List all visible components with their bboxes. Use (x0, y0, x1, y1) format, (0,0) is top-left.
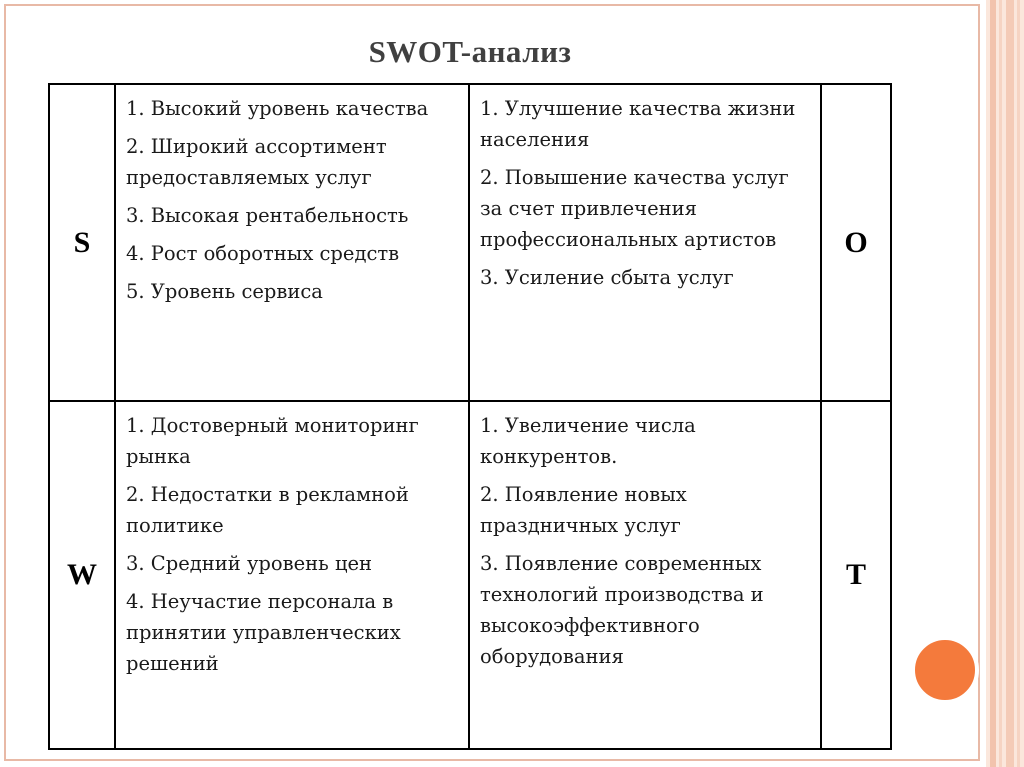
page-title: SWOT-анализ (368, 34, 572, 69)
strength-item: 4. Рост оборотных средств (126, 242, 400, 265)
threat-item: 1. Увеличение числа конкурентов. (480, 414, 696, 468)
letter-s: S (49, 84, 115, 401)
stripe (990, 0, 996, 767)
opportunity-item: 2. Повышение качества услуг за счет привлечения профессиональных артистов (480, 166, 789, 251)
decorative-stripes (986, 0, 1024, 767)
threat-item: 3. Появление современных технологий производства и высокоэффективного оборудования (480, 552, 764, 668)
stripe (999, 0, 1002, 767)
letter-t: T (821, 401, 891, 749)
threats-cell (469, 401, 821, 749)
stripe (1006, 0, 1014, 767)
stripe (1017, 0, 1020, 767)
accent-circle (911, 636, 979, 704)
letter-w: W (49, 401, 115, 749)
weakness-item: 4. Неучастие персонала в принятии управленческих решений (126, 590, 401, 675)
strength-item: 3. Высокая рентабельность (126, 204, 409, 227)
weakness-item: 1. Достоверный мониторинг рынка (126, 414, 419, 468)
strength-item: 2. Широкий ассортимент предоставляемых услуг (126, 135, 387, 189)
swot-table (48, 83, 892, 750)
swot-row-bottom (49, 401, 891, 749)
opportunity-item: 1. Улучшение качества жизни населения (480, 97, 796, 151)
strengths-cell (115, 84, 469, 401)
opportunity-item: 3. Усиление сбыта услуг (480, 266, 734, 289)
swot-row-top (49, 84, 891, 401)
strength-item: 1. Высокий уровень качества (126, 97, 429, 120)
weaknesses-cell (115, 401, 469, 749)
threat-item: 2. Появление новых праздничных услуг (480, 483, 687, 537)
strength-item: 5. Уровень сервиса (126, 280, 323, 303)
opportunities-cell (469, 84, 821, 401)
weakness-item: 2. Недостатки в рекламной политике (126, 483, 409, 537)
letter-o: O (821, 84, 891, 401)
weakness-item: 3. Средний уровень цен (126, 552, 373, 575)
